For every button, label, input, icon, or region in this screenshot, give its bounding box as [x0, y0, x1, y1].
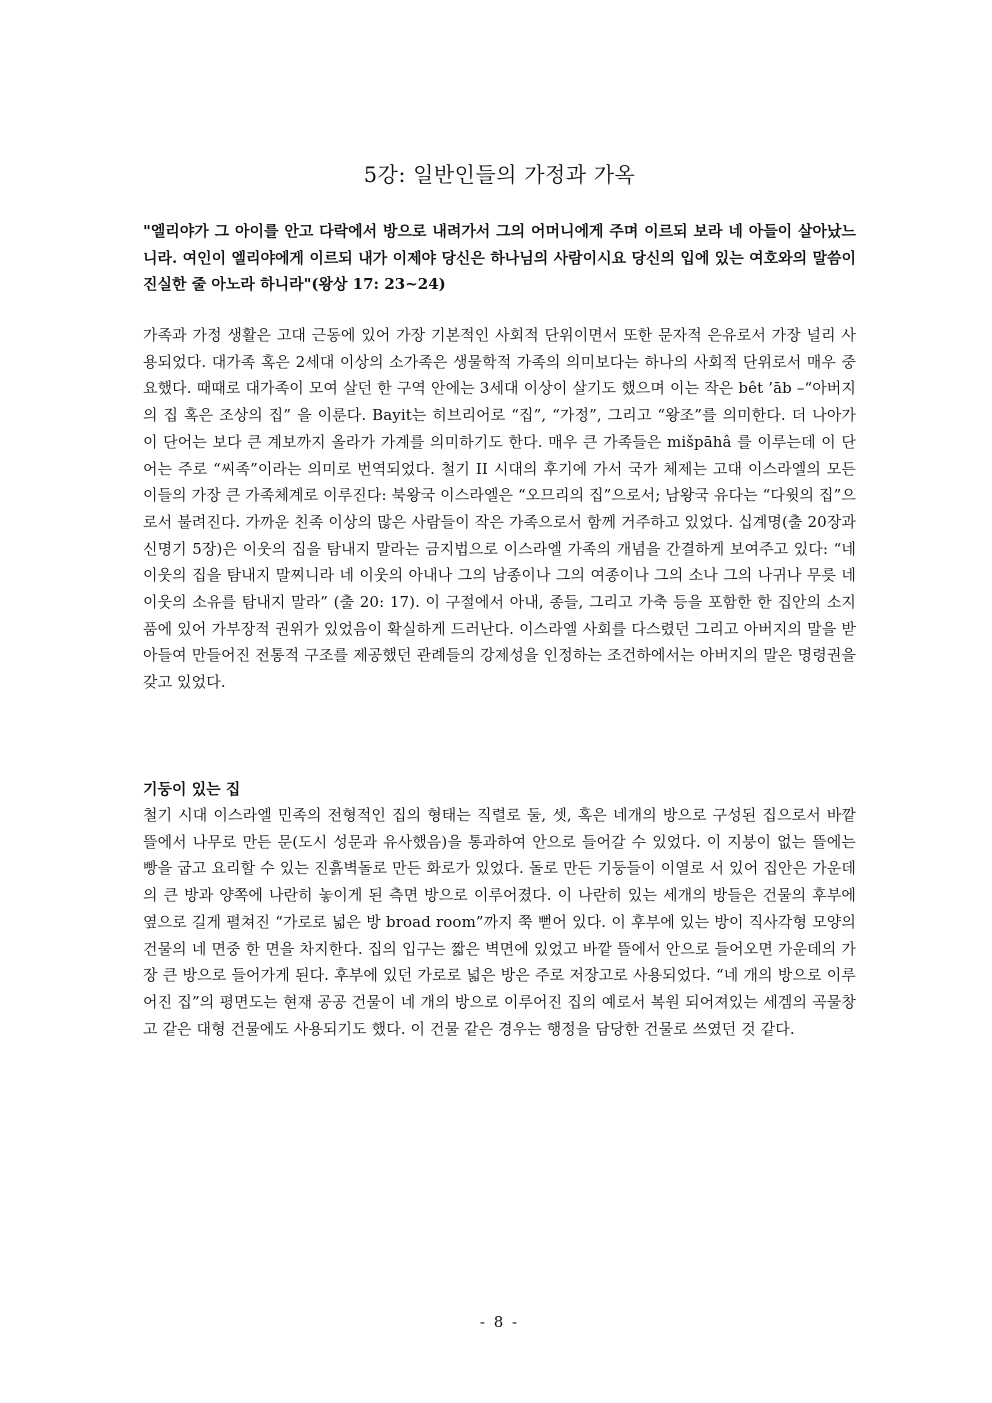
document-page	[143, 0, 856, 1403]
section-paragraph: 철기 시대 이스라엘 민족의 전형적인 집의 형태는 직렬로 둘, 셋, 혹은 네개의 방으로 구성된 집으로서 바깥 뜰에서 나무로 만든 문(도시 성문과 유사했음)을 통과하여 안으로 들어갈 수 있었다. 이 지붕이 없는 뜰에는 빵을 굽고 요리할 수 있는 진흙벽돌로 만든 화로가 있었다. 돌로 만든 기둥들이 이열로 서 있어 집안은 가운데의 큰 방과 양쪽에 나란히 놓이게 된 측면 방으로 이루어졌다. 이 나란히 있는 세개의 방들은 건물의 후부에 옆으로 길게 펼쳐진 “가로로 넓은 방 broad room”까지 쭉 뻗어 있다. 이 후부에 있는 방이 직사각형 모양의 건물의 네 면중 한 면을 차지한다. 집의 입구는 짧은 벽면에 있었고 바깥 뜰에서 안으로 들어오면 가운데의 가장 큰 방으로 들어가게 된다. 후부에 있던 가로로 넓은 방은 주로 저장고로 사용되었다. “네 개의 방으로 이루어진 집”의 평면도는 현재 공공 건물이 네 개의 방으로 이루어진 집의 예로서 복원 되어져있는 세겜의 곡물창고 같은 대형 건물에도 사용되기도 했다. 이 건물 같은 경우는 행정을 담당한 건물로 쓰였던 것 같다.	[143, 806, 856, 1038]
page-number: - 8 -	[479, 1313, 520, 1331]
intro-paragraph: 가족과 가정 생활은 고대 근동에 있어 가장 기본적인 사회적 단위이면서 또한 문자적 은유로서 가장 널리 사용되었다. 대가족 혹은 2세대 이상의 소가족은 생물학적 가족의 의미보다는 하나의 사회적 단위로서 매우 중요했다. 때때로 대가족이 모여 살던 한 구역 안에는 3세대 이상이 살기도 했으며 이는 작은 bêt ’āb –“아버지의 집 혹은 조상의 집” 을 이룬다. Bayit는 히브리어로 “집”, “가정”, 그리고 “왕조”를 의미한다. 더 나아가 이 단어는 보다 큰 계보까지 올라가 가계를 의미하기도 한다. 매우 큰 가족들은 mišpāhâ 를 이루는데 이 단어는 주로 “씨족”이라는 의미로 번역되었다. 철기 II 시대의 후기에 가서 국가 체제는 고대 이스라엘의 모든 이들의 가장 큰 가족체계로 이루진다: 북왕국 이스라엘은 “오므리의 집”으로서; 남왕국 유다는 “다윗의 집”으로서 불려진다. 가까운 친족 이상의 많은 사람들이 작은 가족으로서 함께 거주하고 있었다. 십계명(출 20장과 신명기 5장)은 이웃의 집을 탐내지 말라는 금지법으로 이스라엘 가족의 개념을 간결하게 보여주고 있다: “네 이웃의 집을 탐내지 말찌니라 네 이웃의 아내나 그의 남종이나 그의 여종이나 그의 소나 그의 나귀나 무릇 네 이웃의 소유를 탐내지 말라” (출 20: 17). 이 구절에서 아내, 종들, 그리고 가축 등을 포함한 한 집안의 소지품에 있어 가부장적 권위가 있었음이 확실하게 드러난다. 이스라엘 사회를 다스렸던 그리고 아버지의 말을 받아들여 만들어진 전통적 구조를 제공했던 관례들의 강제성을 인정하는 조건하에서는 아버지의 말은 명령권을 갖고 있었다.	[143, 326, 856, 692]
epigraph-quote: "엘리야가 그 아이를 안고 다락에서 방으로 내려가서 그의 어머니에게 주며 이르되 보라 네 아들이 살아났느니라. 여인이 엘리야에게 이르되 내가 이제야 당신은 하나님의 사람이시요 당신의 입에 있는 여호와의 말씀이 진실한 줄 아노라 하니라"(왕상 17: 23~24)	[143, 222, 856, 294]
chapter-title: 5강: 일반인들의 가정과 가옥	[363, 163, 636, 187]
section-heading: 기둥이 있는 집	[143, 780, 241, 798]
